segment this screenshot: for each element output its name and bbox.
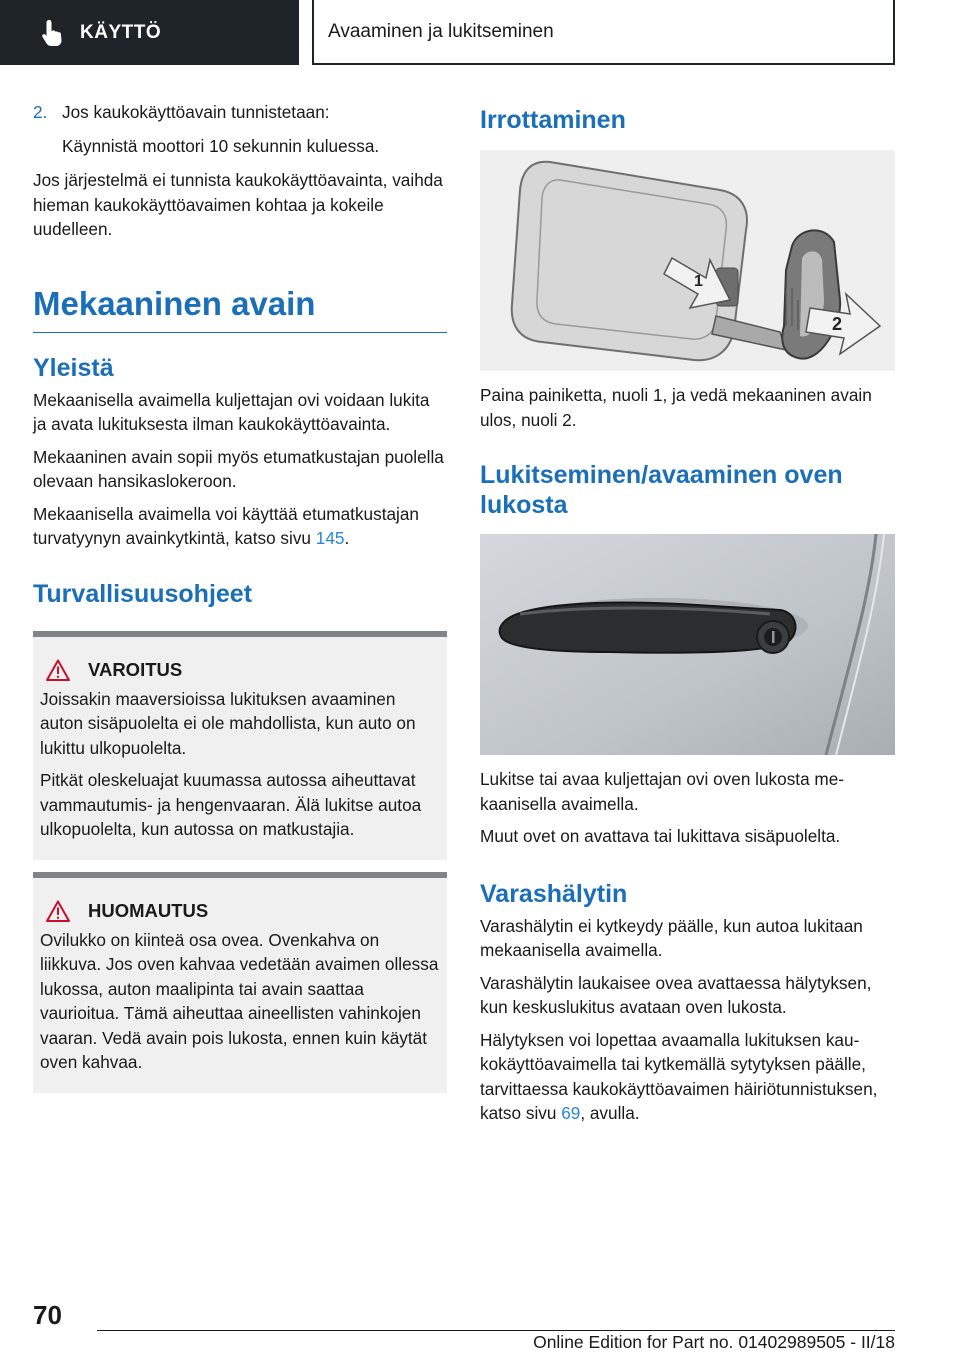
alarm-paragraph-1: Varashälytin ei kytkeydy päälle, kun autoa lukitaan mekaanisella avaimella. <box>480 915 863 960</box>
heading-safety: Turvallisuusohjeet <box>33 579 253 608</box>
lock-paragraph-1: Lukitse tai avaa kuljettajan ovi oven lukosta mekaanisella avaimella. <box>480 769 845 814</box>
section-mechanical-key <box>33 284 447 333</box>
warning-title-row <box>40 659 440 681</box>
heading-alarm: Varashälytin <box>480 879 628 908</box>
warning-title: VAROITUS <box>88 658 183 680</box>
page-link-69[interactable]: 69 <box>561 1103 581 1123</box>
left-column <box>33 100 447 1093</box>
notice-box <box>33 872 447 1093</box>
heading-general: Yleistä <box>33 353 114 382</box>
page-link-145[interactable]: 145 <box>315 528 345 548</box>
warning-triangle-icon <box>46 659 70 681</box>
general-paragraph-1: Mekaanisella avaimella kuljettajan ovi voidaan lukita ja avata lukituksesta ilman kaukokäyttöavainta. <box>33 389 430 434</box>
heading-lock: Lukitseminen/avaaminen oven lukosta <box>480 461 843 519</box>
alarm-paragraph-2: Varashälytin laukaisee ovea avattaessa hälytyksen, kun keskuslukitus avataan oven lukosta. <box>480 972 872 1017</box>
warning-box <box>33 631 447 860</box>
not-recognized-paragraph: Jos järjestelmä ei tunnista kaukokäyttöavainta, vaihda hieman kaukokäyttöavaimen kohtaa ja kokeile uudelleen. <box>33 170 443 239</box>
notice-paragraph-1: Ovilukko on kiinteä osa ovea. Ovenkahva on liikkuva. Jos oven kahvaa vedetään avaimen ollessa lukossa, auton maalipinta tai avain saattaa vaurioitua. Tämä aiheuttaa aineellisten vahinkojen vaaran. Vedä avain pois lukosta, ennen kuin käytät oven kahvaa. <box>40 929 439 1072</box>
step-text: Jos kaukokäyttöavain tunnistetaan: <box>62 102 330 122</box>
page-number: 70 <box>33 1300 62 1330</box>
alarm-paragraph-3: Hälytyksen voi lopettaa avaamalla lukituksen kaukokäyttöavaimella tai kytkemällä sytytyksen päälle, tarvittaessa kaukokäyttöavaimen häiriötunnistuksen, katso sivu 69, avulla. <box>480 1029 878 1123</box>
notice-title-row <box>40 900 440 922</box>
heading-mechanical-key: Mekaaninen avain <box>33 284 447 333</box>
door-handle-figure <box>480 534 895 755</box>
step-number: 2. <box>33 102 48 122</box>
warning-paragraph-2: Pitkät oleskeluajat kuumassa autossa aiheuttavat vammautumis- ja hengenvaaran. Älä lukitse autoa ulkopuolelta, kun autossa on matkustajia. <box>40 770 422 839</box>
warning-paragraph-1: Joissakin maaversioissa lukituksen avaaminen auton sisäpuolelta ei ole mahdollista, kun auto on lukittu ulkopuolelta. <box>40 688 416 758</box>
remove-paragraph: Paina painiketta, nuoli 1, ja vedä mekaaninen avain ulos, nuoli 2. <box>480 385 872 430</box>
section-title: Avaaminen ja lukitseminen <box>312 0 895 65</box>
general-paragraph-2: Mekaaninen avain sopii myös etumatkustajan puolella olevaan hansikaslokeroon. <box>33 446 444 491</box>
chapter-tab <box>0 0 299 65</box>
heading-remove: Irrottaminen <box>480 106 626 134</box>
key-removal-illustration <box>480 150 895 371</box>
step-2 <box>33 100 447 125</box>
warning-triangle-icon <box>46 900 70 922</box>
lock-paragraph-2: Muut ovet on avattava tai lukittava sisäpuolelta. <box>480 826 841 846</box>
key-fob-figure <box>480 150 895 371</box>
door-lock-photo <box>480 534 895 755</box>
svg-text:2: 2 <box>832 314 843 334</box>
general-paragraph-3: Mekaanisella avaimella voi käyttää etumatkustajan turvatyynyn avainkytkintä, katso sivu 145. <box>33 503 419 548</box>
hand-pointer-icon <box>40 18 66 48</box>
notice-title: HUOMAUTUS <box>88 899 209 921</box>
step-subtext: Käynnistä moottori 10 sekunnin kuluessa. <box>62 135 380 156</box>
footer-rule <box>97 1330 895 1331</box>
chapter-label: KÄYTTÖ <box>80 21 162 43</box>
footer-edition: Online Edition for Part no. 01402989505 - II/18 <box>533 1332 895 1352</box>
right-column <box>480 100 895 1126</box>
svg-text:1: 1 <box>694 273 703 290</box>
